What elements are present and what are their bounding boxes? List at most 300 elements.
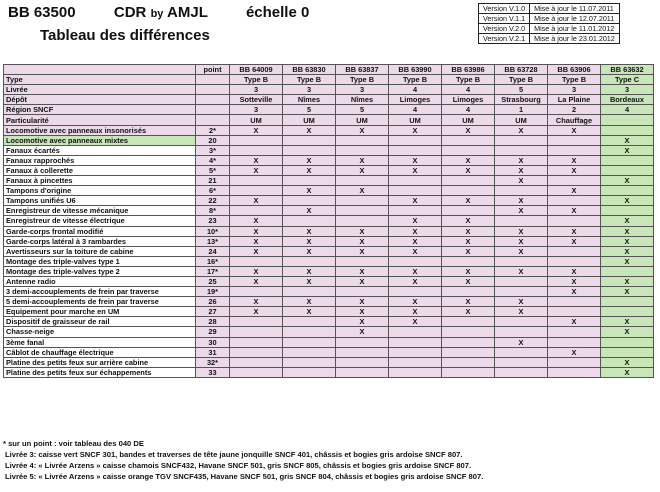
header-empty-cell bbox=[4, 65, 196, 75]
version-label: Version V.2.1 bbox=[479, 34, 530, 44]
mark-cell bbox=[230, 186, 283, 196]
row-label: Equipement pour marche en UM bbox=[4, 307, 196, 317]
loco-header: BB 64009 bbox=[230, 65, 283, 75]
mark-cell: X bbox=[389, 297, 442, 307]
mark-cell: X bbox=[283, 186, 336, 196]
info-cell: 3 bbox=[230, 85, 283, 95]
mark-cell: X bbox=[495, 246, 548, 256]
info-cell: 4 bbox=[601, 105, 654, 115]
mark-cell bbox=[601, 266, 654, 276]
mark-cell: X bbox=[336, 125, 389, 135]
mark-cell: X bbox=[442, 196, 495, 206]
mark-cell: X bbox=[230, 297, 283, 307]
mark-cell bbox=[548, 297, 601, 307]
mark-cell bbox=[442, 206, 495, 216]
info-cell: Nîmes bbox=[336, 95, 389, 105]
mark-cell: X bbox=[389, 165, 442, 175]
mark-cell: X bbox=[548, 206, 601, 216]
mark-cell bbox=[548, 246, 601, 256]
mark-cell bbox=[548, 216, 601, 226]
info-row bbox=[4, 75, 654, 85]
row-label: Câblot de chauffage électrique bbox=[4, 347, 196, 357]
mark-cell bbox=[283, 176, 336, 186]
mark-cell: X bbox=[601, 246, 654, 256]
mark-cell: X bbox=[601, 357, 654, 367]
mark-cell: X bbox=[336, 327, 389, 337]
mark-cell: X bbox=[442, 307, 495, 317]
point-cell: 32* bbox=[196, 357, 230, 367]
model-name: BB 63500 bbox=[8, 4, 76, 21]
info-cell: UM bbox=[336, 115, 389, 125]
point-cell: 13* bbox=[196, 236, 230, 246]
mark-cell bbox=[495, 135, 548, 145]
row-label: Fanaux écartés bbox=[4, 145, 196, 155]
point-cell: 2* bbox=[196, 125, 230, 135]
mark-cell: X bbox=[336, 317, 389, 327]
feature-row bbox=[4, 135, 654, 145]
mark-cell: X bbox=[230, 226, 283, 236]
info-cell: 3 bbox=[601, 85, 654, 95]
mark-cell bbox=[230, 287, 283, 297]
row-label: Tampons unifiés U6 bbox=[4, 196, 196, 206]
point-cell: 6* bbox=[196, 186, 230, 196]
info-cell: 3 bbox=[336, 85, 389, 95]
mark-cell bbox=[389, 145, 442, 155]
point-cell bbox=[196, 105, 230, 115]
mark-cell: X bbox=[442, 216, 495, 226]
mark-cell: X bbox=[336, 186, 389, 196]
mark-cell bbox=[283, 196, 336, 206]
loco-header: BB 63837 bbox=[336, 65, 389, 75]
mark-cell: X bbox=[601, 327, 654, 337]
mark-cell: X bbox=[495, 236, 548, 246]
point-cell: 10* bbox=[196, 226, 230, 236]
mark-cell: X bbox=[389, 266, 442, 276]
info-cell: Type B bbox=[495, 75, 548, 85]
feature-row bbox=[4, 266, 654, 276]
mark-cell bbox=[283, 327, 336, 337]
mark-cell: X bbox=[283, 266, 336, 276]
mark-cell bbox=[548, 256, 601, 266]
row-label: Garde-corps frontal modifié bbox=[4, 226, 196, 236]
version-row bbox=[479, 34, 620, 44]
mark-cell bbox=[389, 186, 442, 196]
mark-cell: X bbox=[442, 226, 495, 236]
mark-cell bbox=[336, 256, 389, 266]
mark-cell bbox=[283, 256, 336, 266]
info-cell: 3 bbox=[283, 85, 336, 95]
mark-cell bbox=[601, 297, 654, 307]
point-cell: 30 bbox=[196, 337, 230, 347]
row-label: 3 demi-accouplements de frein par traverse bbox=[4, 287, 196, 297]
feature-row bbox=[4, 317, 654, 327]
row-label: Dépôt bbox=[4, 95, 196, 105]
loco-header: BB 63906 bbox=[548, 65, 601, 75]
info-cell: UM bbox=[442, 115, 495, 125]
mark-cell bbox=[336, 135, 389, 145]
info-cell: 5 bbox=[495, 85, 548, 95]
info-cell: 4 bbox=[389, 105, 442, 115]
row-label: 5 demi-accouplements de frein par traverse bbox=[4, 297, 196, 307]
mark-cell: X bbox=[548, 347, 601, 357]
point-cell: 29 bbox=[196, 327, 230, 337]
mark-cell bbox=[389, 367, 442, 377]
mark-cell bbox=[601, 186, 654, 196]
feature-row bbox=[4, 145, 654, 155]
row-label: Garde-corps latéral à 3 rambardes bbox=[4, 236, 196, 246]
info-cell: 3 bbox=[548, 85, 601, 95]
point-cell: 23 bbox=[196, 216, 230, 226]
mark-cell bbox=[442, 317, 495, 327]
mark-cell: X bbox=[495, 266, 548, 276]
mark-cell bbox=[442, 256, 495, 266]
mark-cell: X bbox=[283, 206, 336, 216]
row-label: Fanaux à collerette bbox=[4, 165, 196, 175]
mark-cell bbox=[283, 347, 336, 357]
feature-row bbox=[4, 287, 654, 297]
mark-cell bbox=[495, 347, 548, 357]
mark-cell bbox=[495, 186, 548, 196]
feature-row bbox=[4, 186, 654, 196]
mark-cell bbox=[389, 135, 442, 145]
row-label: Avertisseurs sur la toiture de cabine bbox=[4, 246, 196, 256]
point-cell bbox=[196, 95, 230, 105]
mark-cell bbox=[389, 287, 442, 297]
mark-cell: X bbox=[230, 236, 283, 246]
point-header: point bbox=[196, 65, 230, 75]
mark-cell bbox=[230, 347, 283, 357]
row-label: Platine des petits feux sur arrière cabine bbox=[4, 357, 196, 367]
mark-cell bbox=[389, 256, 442, 266]
mark-cell bbox=[442, 327, 495, 337]
feature-row bbox=[4, 176, 654, 186]
mark-cell bbox=[336, 347, 389, 357]
notes-section bbox=[3, 438, 484, 481]
feature-row bbox=[4, 347, 654, 357]
mark-cell bbox=[601, 307, 654, 317]
version-row bbox=[479, 24, 620, 34]
point-cell: 31 bbox=[196, 347, 230, 357]
mark-cell: X bbox=[283, 307, 336, 317]
version-date: Mise à jour le 23.01.2012 bbox=[530, 34, 620, 44]
row-label: Platine des petits feux sur échappements bbox=[4, 367, 196, 377]
mark-cell: X bbox=[283, 236, 336, 246]
info-cell: Type B bbox=[283, 75, 336, 85]
row-label: Montage des triple-valves type 1 bbox=[4, 256, 196, 266]
mark-cell: X bbox=[283, 276, 336, 286]
row-label: Fanaux à pincettes bbox=[4, 176, 196, 186]
info-cell: Limoges bbox=[389, 95, 442, 105]
mark-cell: X bbox=[495, 297, 548, 307]
mark-cell bbox=[283, 367, 336, 377]
row-label: Enregistreur de vitesse mécanique bbox=[4, 206, 196, 216]
mark-cell: X bbox=[548, 236, 601, 246]
mark-cell bbox=[389, 337, 442, 347]
row-label: Tampons d'origine bbox=[4, 186, 196, 196]
mark-cell: X bbox=[601, 287, 654, 297]
point-cell bbox=[196, 115, 230, 125]
info-cell: 4 bbox=[442, 105, 495, 115]
feature-row bbox=[4, 337, 654, 347]
mark-cell: X bbox=[230, 196, 283, 206]
mark-cell: X bbox=[283, 226, 336, 236]
mark-cell bbox=[336, 337, 389, 347]
mark-cell: X bbox=[601, 135, 654, 145]
mark-cell bbox=[495, 287, 548, 297]
mark-cell bbox=[283, 216, 336, 226]
feature-row bbox=[4, 206, 654, 216]
mark-cell: X bbox=[336, 266, 389, 276]
mark-cell bbox=[336, 176, 389, 186]
mark-cell: X bbox=[495, 176, 548, 186]
mark-cell: X bbox=[283, 297, 336, 307]
mark-cell: X bbox=[230, 266, 283, 276]
mark-cell: X bbox=[601, 367, 654, 377]
mark-cell bbox=[230, 206, 283, 216]
mark-cell bbox=[230, 337, 283, 347]
mark-cell bbox=[495, 276, 548, 286]
mark-cell: X bbox=[601, 216, 654, 226]
row-label: Locomotive avec panneaux insonorisés bbox=[4, 125, 196, 135]
livree-note: Livrée 3: caisse vert SNCF 301, bandes et traverses de tête jaune jonquille SNCF 401, châssis et bogies gris ardoise SNCF 807. bbox=[5, 450, 463, 459]
mark-cell: X bbox=[548, 276, 601, 286]
info-cell: Nîmes bbox=[283, 95, 336, 105]
info-cell: Type B bbox=[230, 75, 283, 85]
info-cell: 2 bbox=[548, 105, 601, 115]
mark-cell: X bbox=[389, 216, 442, 226]
info-cell: 3 bbox=[230, 105, 283, 115]
mark-cell: X bbox=[230, 216, 283, 226]
feature-row bbox=[4, 297, 654, 307]
mark-cell bbox=[495, 216, 548, 226]
info-cell: Limoges bbox=[442, 95, 495, 105]
feature-row bbox=[4, 367, 654, 377]
mark-cell: X bbox=[495, 196, 548, 206]
mark-cell: X bbox=[389, 125, 442, 135]
info-row bbox=[4, 115, 654, 125]
mark-cell: X bbox=[601, 176, 654, 186]
footnote: * sur un point : voir tableau des 040 DE bbox=[3, 439, 144, 448]
mark-cell bbox=[389, 176, 442, 186]
mark-cell bbox=[336, 216, 389, 226]
info-cell: Type B bbox=[389, 75, 442, 85]
mark-cell bbox=[389, 357, 442, 367]
mark-cell bbox=[442, 337, 495, 347]
point-cell: 3* bbox=[196, 145, 230, 155]
mark-cell: X bbox=[230, 165, 283, 175]
mark-cell bbox=[336, 206, 389, 216]
mark-cell bbox=[548, 307, 601, 317]
differences-table bbox=[3, 64, 654, 378]
feature-row bbox=[4, 307, 654, 317]
mark-cell: X bbox=[548, 165, 601, 175]
row-label: Région SNCF bbox=[4, 105, 196, 115]
mark-cell: X bbox=[230, 276, 283, 286]
point-cell: 21 bbox=[196, 176, 230, 186]
info-cell: 4 bbox=[389, 85, 442, 95]
mark-cell bbox=[336, 196, 389, 206]
mark-cell bbox=[336, 287, 389, 297]
scale-label: échelle 0 bbox=[245, 4, 310, 21]
mark-cell: X bbox=[495, 307, 548, 317]
mark-cell: X bbox=[389, 246, 442, 256]
mark-cell bbox=[442, 145, 495, 155]
feature-row bbox=[4, 155, 654, 165]
info-cell: La Plaine bbox=[548, 95, 601, 105]
row-label: Livrée bbox=[4, 85, 196, 95]
info-cell: 1 bbox=[495, 105, 548, 115]
row-label: Locomotive avec panneaux mixtes bbox=[4, 135, 196, 145]
feature-row bbox=[4, 357, 654, 367]
info-cell: Type B bbox=[336, 75, 389, 85]
mark-cell: X bbox=[336, 307, 389, 317]
point-cell: 22 bbox=[196, 196, 230, 206]
feature-row bbox=[4, 165, 654, 175]
page-subtitle: Tableau des différences bbox=[40, 27, 210, 44]
mark-cell: X bbox=[601, 226, 654, 236]
point-cell: 25 bbox=[196, 276, 230, 286]
mark-cell bbox=[230, 327, 283, 337]
info-cell: 5 bbox=[283, 105, 336, 115]
info-cell: UM bbox=[283, 115, 336, 125]
feature-row bbox=[4, 327, 654, 337]
mark-cell bbox=[495, 145, 548, 155]
mark-cell bbox=[336, 145, 389, 155]
mark-cell bbox=[601, 165, 654, 175]
point-cell: 5* bbox=[196, 165, 230, 175]
mark-cell bbox=[495, 317, 548, 327]
loco-header: BB 63632 bbox=[601, 65, 654, 75]
mark-cell bbox=[283, 135, 336, 145]
point-cell: 20 bbox=[196, 135, 230, 145]
mark-cell: X bbox=[442, 276, 495, 286]
mark-cell bbox=[442, 176, 495, 186]
mark-cell bbox=[495, 327, 548, 337]
mark-cell: X bbox=[389, 196, 442, 206]
mark-cell: X bbox=[495, 226, 548, 236]
mark-cell: X bbox=[230, 155, 283, 165]
mark-cell: X bbox=[442, 125, 495, 135]
info-row bbox=[4, 85, 654, 95]
feature-row bbox=[4, 276, 654, 286]
by-label: by bbox=[150, 8, 164, 20]
mark-cell: X bbox=[283, 155, 336, 165]
version-date: Mise à jour le 11.07.2011 bbox=[530, 4, 620, 14]
point-cell: 8* bbox=[196, 206, 230, 216]
info-cell: 4 bbox=[442, 85, 495, 95]
point-cell: 33 bbox=[196, 367, 230, 377]
page-title bbox=[8, 4, 309, 21]
mark-cell: X bbox=[336, 165, 389, 175]
mark-cell bbox=[283, 287, 336, 297]
info-row bbox=[4, 105, 654, 115]
mark-cell bbox=[495, 357, 548, 367]
mark-cell: X bbox=[601, 317, 654, 327]
mark-cell bbox=[601, 337, 654, 347]
mark-cell: X bbox=[495, 337, 548, 347]
info-cell: UM bbox=[230, 115, 283, 125]
mark-cell: X bbox=[389, 155, 442, 165]
mark-cell bbox=[442, 135, 495, 145]
mark-cell bbox=[601, 155, 654, 165]
cdr-label: CDR bbox=[113, 4, 147, 21]
mark-cell bbox=[548, 196, 601, 206]
livree-note: Livrée 4: « Livrée Arzens » caisse chamois SNCF432, Havane SNCF 501, gris SNCF 805, châssis et bogies gris ardoise SNCF 807. bbox=[5, 461, 472, 470]
mark-cell bbox=[601, 347, 654, 357]
mark-cell: X bbox=[548, 125, 601, 135]
mark-cell bbox=[283, 337, 336, 347]
mark-cell: X bbox=[442, 236, 495, 246]
mark-cell: X bbox=[230, 246, 283, 256]
mark-cell: X bbox=[548, 317, 601, 327]
feature-row bbox=[4, 246, 654, 256]
mark-cell bbox=[442, 357, 495, 367]
mark-cell bbox=[601, 206, 654, 216]
row-label: Montage des triple-valves type 2 bbox=[4, 266, 196, 276]
row-label: Antenne radio bbox=[4, 276, 196, 286]
mark-cell: X bbox=[442, 246, 495, 256]
mark-cell bbox=[442, 287, 495, 297]
info-cell: Strasbourg bbox=[495, 95, 548, 105]
version-label: Version V.1.0 bbox=[479, 4, 530, 14]
mark-cell: X bbox=[283, 125, 336, 135]
info-cell: UM bbox=[495, 115, 548, 125]
mark-cell: X bbox=[548, 226, 601, 236]
point-cell: 28 bbox=[196, 317, 230, 327]
point-cell: 17* bbox=[196, 266, 230, 276]
feature-row bbox=[4, 236, 654, 246]
mark-cell: X bbox=[495, 206, 548, 216]
mark-cell: X bbox=[495, 155, 548, 165]
mark-cell: X bbox=[601, 276, 654, 286]
mark-cell: X bbox=[336, 246, 389, 256]
mark-cell: X bbox=[283, 165, 336, 175]
livree-note: Livrée 5: « Livrée Arzens » caisse orange TGV SNCF435, Havane SNCF 501, gris SNCF 804, châssis et bogies gris ardoise SNCF 807. bbox=[5, 472, 484, 481]
mark-cell: X bbox=[601, 145, 654, 155]
info-cell: Chauffage bbox=[548, 115, 601, 125]
point-cell bbox=[196, 85, 230, 95]
mark-cell: X bbox=[442, 165, 495, 175]
feature-row bbox=[4, 216, 654, 226]
mark-cell bbox=[548, 337, 601, 347]
info-cell: Type C bbox=[601, 75, 654, 85]
mark-cell bbox=[442, 186, 495, 196]
mark-cell: X bbox=[230, 125, 283, 135]
mark-cell bbox=[230, 256, 283, 266]
point-cell: 24 bbox=[196, 246, 230, 256]
version-label: Version V.1.1 bbox=[479, 14, 530, 24]
mark-cell bbox=[548, 135, 601, 145]
mark-cell: X bbox=[336, 155, 389, 165]
mark-cell: X bbox=[601, 236, 654, 246]
mark-cell bbox=[230, 176, 283, 186]
mark-cell bbox=[495, 367, 548, 377]
mark-cell: X bbox=[442, 266, 495, 276]
feature-row bbox=[4, 226, 654, 236]
mark-cell: X bbox=[389, 236, 442, 246]
mark-cell: X bbox=[389, 307, 442, 317]
info-cell: Type B bbox=[442, 75, 495, 85]
mark-cell bbox=[548, 176, 601, 186]
mark-cell bbox=[548, 327, 601, 337]
feature-row bbox=[4, 125, 654, 135]
info-cell: Bordeaux bbox=[601, 95, 654, 105]
mark-cell: X bbox=[336, 236, 389, 246]
info-cell: Type B bbox=[548, 75, 601, 85]
row-label: Dispositif de graisseur de rail bbox=[4, 317, 196, 327]
author-name: AMJL bbox=[167, 4, 208, 21]
version-date: Mise à jour le 11.01.2012 bbox=[530, 24, 620, 34]
